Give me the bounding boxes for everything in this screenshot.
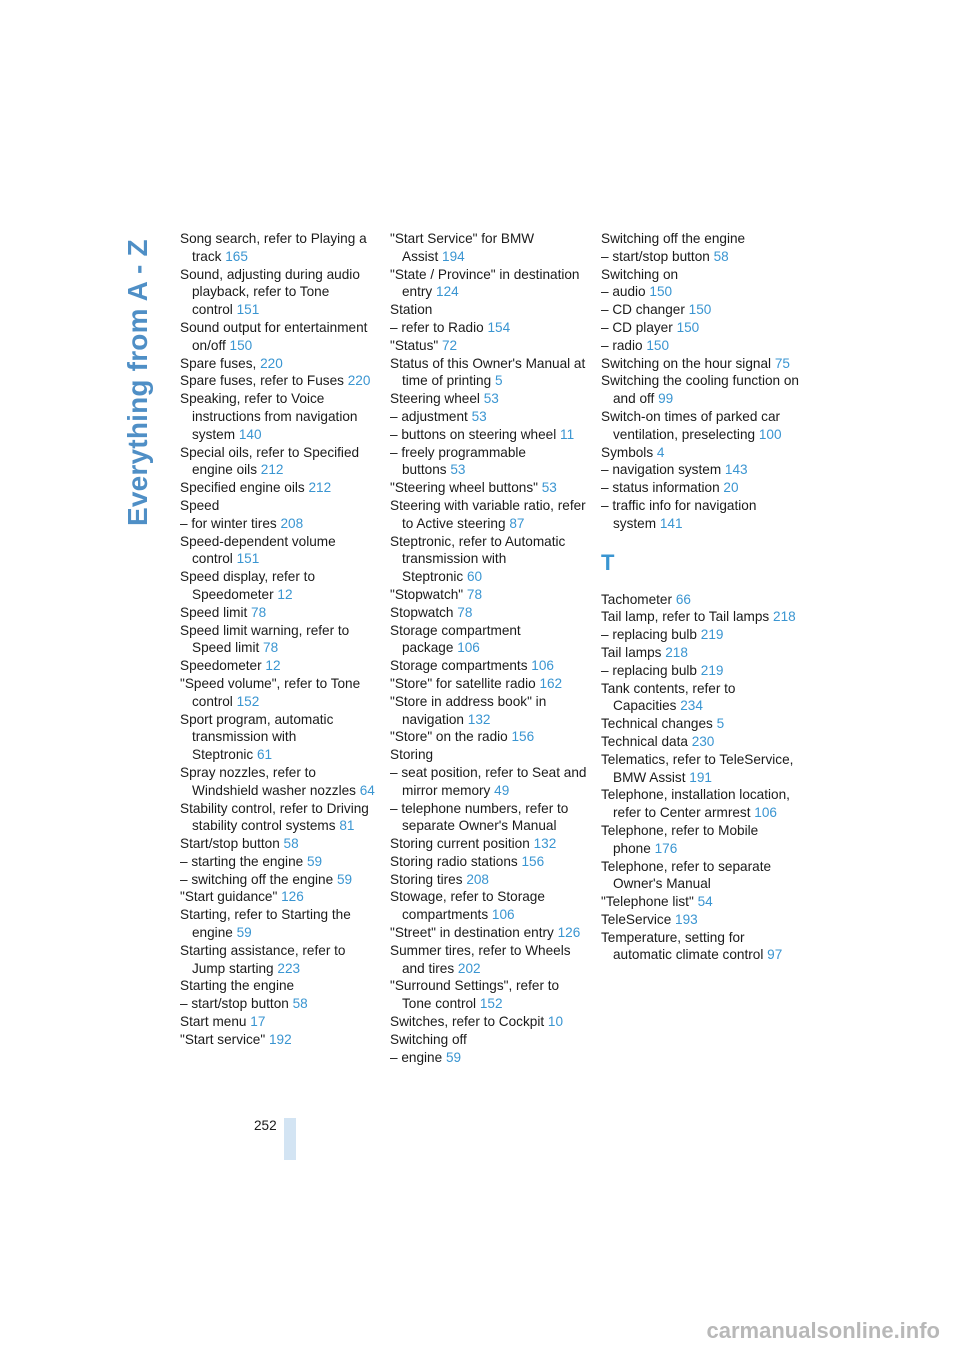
index-entry [180, 764, 380, 800]
index-entry-text: Switching on the hour signal [601, 355, 772, 371]
index-entry [601, 461, 801, 479]
index-entry-text: Stowage, refer to Storage compartments [390, 889, 545, 923]
index-entry-text: "Surround Settings", refer to Tone control [390, 978, 560, 1012]
index-entry [390, 1049, 590, 1067]
index-entry [390, 301, 590, 319]
index-entry-text: Speed limit warning, refer to Speed limit [180, 622, 350, 656]
index-column-2 [390, 230, 590, 1066]
index-entry [180, 871, 380, 889]
page-reference-link[interactable]: 72 [441, 337, 458, 353]
index-entry [601, 283, 801, 301]
index-entry [180, 319, 380, 355]
index-entry-text: – radio [601, 337, 643, 353]
index-entry-text: Start menu [180, 1014, 247, 1030]
page-reference-link[interactable]: 59 [336, 871, 353, 887]
index-entry-text: – CD player [601, 319, 673, 335]
index-entry [601, 608, 801, 626]
index-entry [601, 680, 801, 716]
index-entry [601, 644, 801, 662]
index-entry-text: Telephone, installation location, refer to Center armrest [601, 787, 790, 821]
watermark: carmanualsonline.info [706, 1318, 940, 1343]
page-reference-link[interactable]: 64 [359, 782, 375, 798]
index-entry [390, 657, 590, 675]
index-entry-text: Summer tires, refer to Wheels and tires [390, 942, 571, 976]
index-entry [180, 266, 380, 319]
page-reference-link[interactable]: 151 [236, 302, 260, 318]
index-entry-text: Starting, refer to Starting the engine [180, 907, 351, 941]
index-entry-text: – replacing bulb [601, 627, 697, 643]
page-reference-link[interactable]: 53 [541, 480, 557, 496]
index-entry [390, 426, 590, 444]
index-entry [390, 479, 590, 497]
page-reference-link[interactable]: 152 [236, 693, 260, 709]
page-reference-link[interactable]: 106 [491, 907, 515, 923]
index-entry [601, 444, 801, 462]
index-entry [390, 800, 590, 836]
index-entry-text: Spray nozzles, refer to Windshield washer nozzles [180, 764, 356, 798]
page-reference-link[interactable]: 132 [467, 711, 491, 727]
index-entry-text: Speaking, refer to Voice instructions from navigation system [180, 391, 358, 442]
index-entry-text: Speed [180, 497, 220, 513]
index-entry-text: "Start guidance" [180, 889, 278, 905]
index-entry [180, 853, 380, 871]
page-reference-link[interactable]: 219 [700, 627, 724, 643]
page-reference-link[interactable]: 97 [767, 947, 783, 963]
page-reference-link[interactable]: 100 [758, 426, 782, 442]
page-reference-link[interactable]: 126 [281, 889, 304, 905]
index-entry-text: Stability control, refer to Driving stability control systems [180, 800, 369, 834]
page-reference-link[interactable]: 12 [265, 658, 281, 674]
index-entry [180, 977, 380, 995]
page-reference-link[interactable]: 220 [260, 355, 283, 371]
page-reference-link[interactable]: 220 [347, 373, 371, 389]
page-reference-link[interactable]: 78 [251, 604, 267, 620]
index-column-3-list [601, 230, 801, 533]
index-entry [390, 942, 590, 978]
index-entry-text: Temperature, setting for automatic climate control [601, 929, 764, 963]
index-entry [390, 497, 590, 533]
index-entry-text: Telephone, refer to separate Owner's Manual [601, 858, 772, 892]
index-entry [390, 675, 590, 693]
index-entry-text: Station [390, 302, 433, 318]
index-entry-text: "Store" on the radio [390, 729, 508, 745]
index-entry [601, 230, 801, 248]
index-entry-text: "Store" for satellite radio [390, 675, 536, 691]
index-entry-text: Special oils, refer to Specified engine oils [180, 444, 360, 478]
index-entry-text: Tail lamps [601, 644, 662, 660]
section-letter-t: T [601, 549, 615, 575]
index-entry-text: Tank contents, refer to Capacities [601, 680, 736, 714]
index-entry-text: Telephone, refer to Mobile phone [601, 822, 759, 856]
index-entry [180, 906, 380, 942]
index-entry-text: Switch-on times of parked car ventilation, preselecting [601, 408, 781, 442]
index-entry-text: "Telephone list" [601, 894, 694, 910]
page-reference-link[interactable]: 194 [442, 248, 465, 264]
index-entry [390, 444, 590, 480]
index-entry-text: Speed-dependent volume control [180, 533, 336, 567]
index-entry-text: Tachometer [601, 591, 673, 607]
index-entry [180, 657, 380, 675]
index-entry [601, 626, 801, 644]
page-reference-link[interactable]: 78 [263, 640, 279, 656]
index-entry [180, 497, 380, 515]
index-column-1 [180, 230, 380, 1049]
index-entry [180, 711, 380, 764]
index-entry [601, 893, 801, 911]
page-reference-link[interactable]: 191 [689, 769, 712, 785]
index-entry [390, 746, 590, 764]
index-entry-text: Specified engine oils [180, 480, 305, 496]
index-entry-text: – start/stop button [180, 996, 289, 1012]
index-entry [390, 888, 590, 924]
index-entry-text: – starting the engine [180, 853, 304, 869]
page-reference-link[interactable]: 150 [676, 319, 700, 335]
index-entry-text: Steering wheel [390, 391, 480, 407]
index-entry-text: – engine [390, 1049, 443, 1065]
page-reference-link[interactable]: 202 [457, 960, 481, 976]
page-reference-link[interactable]: 150 [646, 337, 670, 353]
page-reference-link[interactable]: 61 [257, 747, 273, 763]
index-entry-text: "Stopwatch" [390, 586, 464, 602]
index-entry-text: Switches, refer to Cockpit [390, 1014, 545, 1030]
index-entry-text: "State / Province" in destination entry [390, 266, 580, 300]
index-entry [601, 337, 801, 355]
page-reference-link[interactable]: 59 [236, 925, 252, 941]
index-entry-text: Technical data [601, 733, 688, 749]
page-reference-link[interactable]: 165 [225, 248, 248, 264]
index-entry-text: "Start service" [180, 1031, 266, 1047]
index-entry [601, 248, 801, 266]
index-entry [601, 733, 801, 751]
index-entry-text: – status information [601, 480, 720, 496]
index-entry-text: – seat position, refer to Seat and mirror memory [390, 764, 587, 798]
page-reference-link[interactable]: 234 [680, 698, 703, 714]
page-reference-link[interactable]: 106 [531, 658, 554, 674]
index-entry-text: Steering with variable ratio, refer to Active steering [390, 497, 586, 531]
index-entry [390, 355, 590, 391]
index-entry-text: Switching on [601, 266, 679, 282]
index-entry [390, 693, 590, 729]
index-entry-text: – adjustment [390, 408, 468, 424]
page-reference-link[interactable]: 11 [560, 426, 575, 442]
index-entry [601, 911, 801, 929]
index-entry-text: Symbols [601, 444, 654, 460]
page-reference-link[interactable]: 140 [238, 426, 262, 442]
side-title-text: Everything from A - Z [122, 239, 153, 526]
index-entry-text: – buttons on steering wheel [390, 426, 557, 442]
page-reference-link[interactable]: 78 [466, 586, 483, 602]
index-entry-text: – replacing bulb [601, 662, 697, 678]
index-entry-text: Storage compartments [390, 658, 528, 674]
page-reference-link[interactable]: 152 [479, 996, 503, 1012]
page-reference-link[interactable]: 154 [487, 319, 511, 335]
index-entry [180, 568, 380, 604]
page-reference-link[interactable]: 53 [483, 391, 499, 407]
index-entry [390, 1031, 590, 1049]
index-entry-text: Storing current position [390, 836, 530, 852]
index-entry-text: – refer to Radio [390, 319, 484, 335]
index-entry-text: Storing tires [390, 871, 463, 887]
index-entry [390, 835, 590, 853]
page-reference-link[interactable]: 212 [260, 462, 284, 478]
index-entry [390, 319, 590, 337]
index-entry [390, 728, 590, 746]
index-entry-text: Starting the engine [180, 978, 295, 994]
index-entry [390, 337, 590, 355]
index-entry-text: – telephone numbers, refer to separate Owner's Manual [390, 800, 569, 834]
page-reference-link[interactable]: 193 [675, 911, 698, 927]
index-entry-text: Technical changes [601, 716, 713, 732]
index-entry [180, 533, 380, 569]
index-entry [601, 479, 801, 497]
index-entry-text: Switching off [390, 1031, 467, 1047]
index-entry [180, 995, 380, 1013]
page-reference-link[interactable]: 162 [539, 675, 563, 691]
index-entry [180, 1013, 380, 1031]
index-entry-text: Storing [390, 747, 434, 763]
index-entry [601, 786, 801, 822]
index-entry [390, 408, 590, 426]
index-entry-text: Steptronic, refer to Automatic transmission with Steptronic [390, 533, 566, 585]
index-entry-text: Stopwatch [390, 604, 454, 620]
index-entry-text: Sport program, automatic transmission with Steptronic [180, 711, 334, 763]
index-entry-text: – audio [601, 284, 646, 300]
page-reference-link[interactable]: 5 [494, 373, 503, 389]
page-reference-link[interactable]: 66 [675, 591, 691, 607]
index-entry [390, 230, 590, 266]
index-entry-text: Starting assistance, refer to Jump starting [180, 942, 346, 976]
index-column-3 [601, 230, 801, 964]
index-entry-text: Storage compartment package [390, 622, 521, 656]
index-entry [390, 266, 590, 302]
index-entry [390, 622, 590, 658]
index-entry [601, 355, 801, 373]
index-entry-text: – for winter tires [180, 515, 277, 531]
page-number: 252 [254, 1118, 277, 1133]
index-entry [601, 301, 801, 319]
page-reference-link[interactable]: 58 [713, 248, 729, 264]
index-entry [180, 515, 380, 533]
page-reference-link[interactable]: 223 [277, 960, 301, 976]
index-entry-text: Speed limit [180, 604, 248, 620]
index-entry-text: Spare fuses, refer to Fuses [180, 373, 344, 389]
index-entry [180, 390, 380, 443]
index-entry-text: Sound output for entertainment on/off [180, 319, 368, 353]
page-reference-link[interactable]: 141 [659, 515, 683, 531]
index-entry-text: – freely programmable buttons [390, 444, 526, 478]
index-entry [601, 591, 801, 609]
page-reference-link[interactable]: 150 [688, 302, 712, 318]
index-entry [180, 444, 380, 480]
page-reference-link[interactable]: 132 [533, 836, 557, 852]
page-reference-link[interactable]: 5 [716, 716, 725, 732]
index-entry-text: Status of this Owner's Manual at time of printing [390, 355, 586, 389]
page-reference-link[interactable]: 54 [697, 894, 713, 910]
index-entry-text: Speed display, refer to Speedometer [180, 569, 316, 602]
index-entry-text: Song search, refer to Playing a track [180, 231, 367, 264]
page-reference-link[interactable]: 176 [654, 840, 678, 856]
index-entry-text: "Status" [390, 337, 439, 353]
index-entry-text: Switching off the engine [601, 231, 746, 246]
index-entry-text: Telematics, refer to TeleService, BMW Assist [601, 751, 794, 785]
page-reference-link[interactable]: 59 [445, 1049, 462, 1065]
index-entry-text: – start/stop button [601, 248, 710, 264]
page-reference-link[interactable]: 106 [457, 640, 480, 656]
index-entry [390, 871, 590, 889]
page-reference-link[interactable]: 81 [339, 818, 355, 834]
page-reference-link[interactable]: 53 [450, 462, 466, 478]
index-entry-text: Spare fuses, [180, 355, 257, 371]
index-entry [180, 1031, 380, 1049]
index-entry [390, 924, 590, 942]
index-entry-text: TeleService [601, 911, 672, 927]
page-reference-link[interactable]: 208 [280, 515, 304, 531]
page-reference-link[interactable]: 212 [308, 480, 332, 496]
page-reference-link[interactable]: 151 [236, 551, 260, 567]
page-reference-link[interactable]: 218 [773, 609, 796, 625]
page-reference-link[interactable]: 208 [466, 871, 489, 887]
index-entry [390, 764, 590, 800]
index-entry [601, 266, 801, 284]
index-entry-text: – navigation system [601, 462, 722, 478]
index-entry [390, 1013, 590, 1031]
page-reference-link[interactable]: 156 [511, 729, 535, 745]
page-reference-link[interactable]: 126 [557, 925, 581, 941]
index-entry [390, 533, 590, 586]
index-entry [601, 319, 801, 337]
page-reference-link[interactable]: 59 [306, 853, 323, 869]
index-entry [390, 586, 590, 604]
index-entry [180, 604, 380, 622]
index-entry [180, 675, 380, 711]
page-reference-link[interactable]: 53 [471, 408, 487, 424]
page-reference-link[interactable]: 192 [268, 1031, 292, 1047]
index-entry-text: "Steering wheel buttons" [390, 480, 538, 496]
index-entry [180, 835, 380, 853]
index-entry [180, 942, 380, 978]
page-reference-link[interactable]: 78 [457, 604, 473, 620]
index-entry-text: Start/stop button [180, 836, 280, 852]
page-reference-link[interactable]: 124 [436, 284, 459, 300]
page-reference-link[interactable]: 219 [700, 662, 724, 678]
page-reference-link[interactable]: 17 [250, 1014, 266, 1030]
section-side-title [118, 232, 154, 532]
page-reference-link[interactable]: 99 [658, 391, 674, 407]
page-reference-link[interactable]: 156 [521, 853, 545, 869]
index-entry [601, 715, 801, 733]
page-reference-link[interactable]: 87 [509, 515, 525, 531]
index-entry-text: "Speed volume", refer to Tone control [180, 675, 361, 709]
index-entry [601, 751, 801, 787]
page-reference-link[interactable]: 230 [691, 733, 715, 749]
page-reference-link[interactable]: 10 [547, 1014, 564, 1030]
index-entry [601, 662, 801, 680]
page-reference-link[interactable]: 12 [277, 586, 293, 602]
index-entry [180, 372, 380, 390]
page-reference-link[interactable]: 150 [649, 284, 673, 300]
index-entry-text: "Store in address book" in navigation [390, 693, 547, 727]
index-entry-text: Speedometer [180, 658, 262, 674]
index-entry-text: Sound, adjusting during audio playback, refer to Tone control [180, 266, 360, 318]
index-entry-text: – CD changer [601, 302, 685, 318]
page-reference-link[interactable]: 20 [723, 480, 739, 496]
index-entry-text: – traffic info for navigation system [601, 497, 757, 531]
index-entry-text: Tail lamp, refer to Tail lamps [601, 609, 770, 625]
page-reference-link[interactable]: 143 [724, 462, 748, 478]
page-reference-link[interactable]: 58 [283, 836, 299, 852]
index-entry [390, 604, 590, 622]
index-entry-text: "Street" in destination entry [390, 925, 554, 941]
index-entry [180, 230, 380, 266]
index-entry [180, 888, 380, 906]
index-entry [390, 853, 590, 871]
index-entry [180, 800, 380, 836]
index-entry-text: "Start Service" for BMW Assist [390, 231, 535, 264]
page-reference-link[interactable]: 75 [774, 355, 790, 371]
page-reference-link[interactable]: 150 [229, 337, 253, 353]
index-entry [601, 822, 801, 858]
page-reference-link[interactable]: 49 [494, 782, 510, 798]
index-entry [601, 408, 801, 444]
index-entry [601, 929, 801, 965]
page-reference-link[interactable]: 106 [754, 805, 777, 821]
margin-accent-bar [284, 1118, 296, 1160]
index-entry [180, 355, 380, 373]
page-reference-link[interactable]: 58 [292, 996, 308, 1012]
page-reference-link[interactable]: 4 [656, 444, 665, 460]
page-reference-link[interactable]: 218 [665, 644, 688, 660]
index-entry [390, 390, 590, 408]
index-entry [601, 372, 801, 408]
index-entry [601, 497, 801, 533]
section-t-list [601, 591, 801, 965]
index-entry-text: Switching the cooling function on and off [601, 373, 799, 407]
index-entry-text: Storing radio stations [390, 853, 518, 869]
page-reference-link[interactable]: 60 [467, 569, 483, 585]
index-entry [601, 858, 801, 894]
index-entry [180, 622, 380, 658]
index-entry [390, 977, 590, 1013]
index-entry [180, 479, 380, 497]
index-entry-text: – switching off the engine [180, 871, 334, 887]
